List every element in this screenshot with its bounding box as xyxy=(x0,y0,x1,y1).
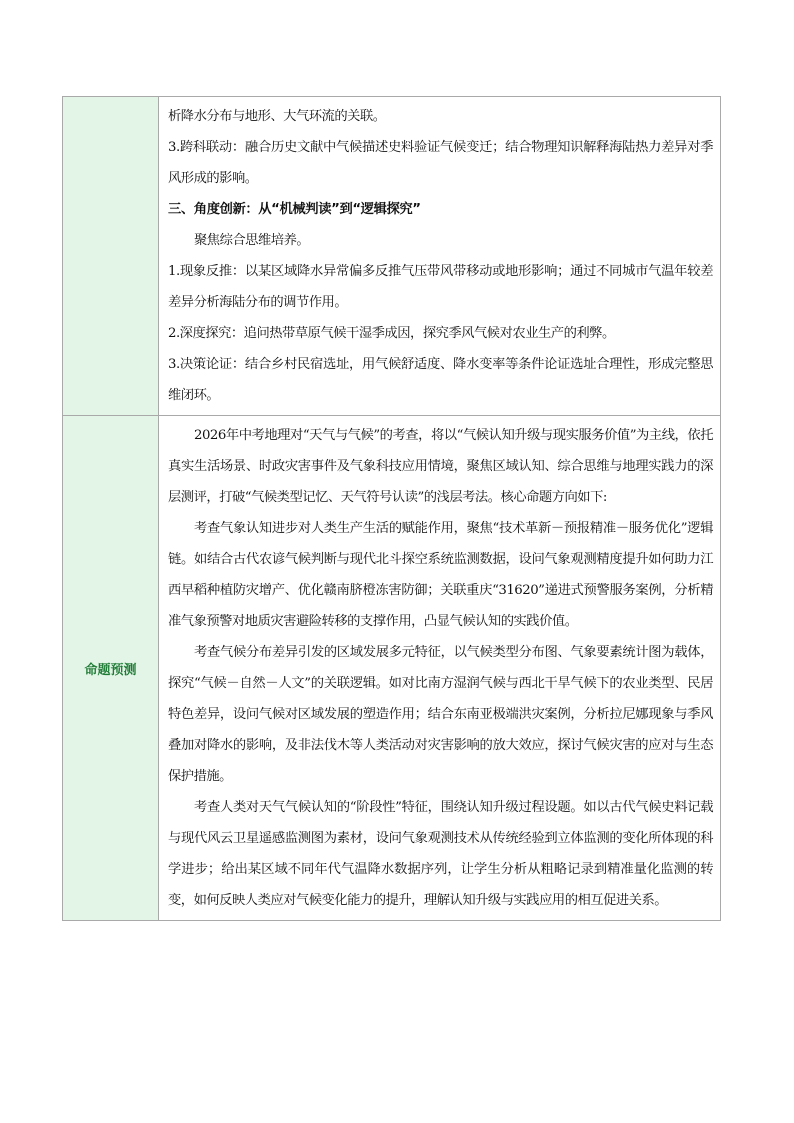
paragraph: 2026年中考地理对“天气与气候”的考查，将以“气候认知升级与现实服务价值”为主线，依托真实生活场景、时政灾害事件及气象科技应用情境，聚焦区域认知、综合思维与地理实践力的深层测评，打破“气候类型记忆、天气符号认读”的浅层考法。核心命题方向如下: xyxy=(168,428,713,505)
table-row-continuation xyxy=(63,97,721,416)
section-heading: 三、角度创新：从“机械判读”到“逻辑探究” xyxy=(168,202,421,217)
prediction-content-cell xyxy=(159,416,721,921)
text-line: 析降水分布与地形、大气环流的关联。 xyxy=(168,109,386,124)
text-line: 1.现象反推：以某区域降水异常偏多反推气压带风带移动或地形影响；通过不同城市气温年较差差异分析海陆分布的调节作用。 xyxy=(168,264,713,310)
text-line: 2.深度探究：追问热带草原气候干湿季成因，探究季风气候对农业生产的利弊。 xyxy=(168,326,615,341)
content-table xyxy=(62,96,721,921)
paragraph: 考查气象认知进步对人类生产生活的赋能作用，聚焦“技术革新－预报精准－服务优化”逻辑链。如结合古代农谚气候判断与现代北斗探空系统监测数据，设问气象观测精度提升如何助力江西早稻种植防灾增产、优化赣南脐橙冻害防御；关联重庆“31620”递进式预警服务案例，分析精准气象预警对地质灾害避险转移的支撑作用，凸显气候认知的实践价值。 xyxy=(168,521,713,629)
paragraph: 考查人类对天气气候认知的“阶段性”特征，围绕认知升级过程设题。如以古代气候史料记载与现代风云卫星遥感监测图为素材，设问气象观测技术从传统经验到立体监测的变化所体现的科学进步；给出某区域不同年代气温降水数据序列，让学生分析从粗略记录到精准量化监测的转变，如何反映人类应对气候变化能力的提升，理解认知升级与实践应用的相互促进关系。 xyxy=(168,800,713,908)
section-label-cell xyxy=(63,416,159,921)
continuation-content-cell xyxy=(159,97,721,416)
section-label: 命题预测 xyxy=(84,662,137,678)
table-row-prediction xyxy=(63,416,721,921)
section-label-cell-empty xyxy=(63,97,159,416)
paragraph: 考查气候分布差异引发的区域发展多元特征，以气候类型分布图、气象要素统计图为载体，探究“气候－自然－人文”的关联逻辑。如对比南方湿润气候与西北干旱气候下的农业类型、民居特色差异，设问气候对区域发展的塑造作用；结合东南亚极端洪灾案例，分析拉尼娜现象与季风叠加对降水的影响，及非法伐木等人类活动对灾害影响的放大效应，探讨气候灾害的应对与生态保护措施。 xyxy=(168,645,713,784)
text-line: 3.决策论证：结合乡村民宿选址，用气候舒适度、降水变率等条件论证选址合理性，形成完整思维闭环。 xyxy=(168,357,713,403)
text-line: 聚焦综合思维培养。 xyxy=(194,233,310,248)
text-line: 3.跨科联动：融合历史文献中气候描述史料验证气候变迁；结合物理知识解释海陆热力差异对季风形成的影响。 xyxy=(168,140,713,186)
